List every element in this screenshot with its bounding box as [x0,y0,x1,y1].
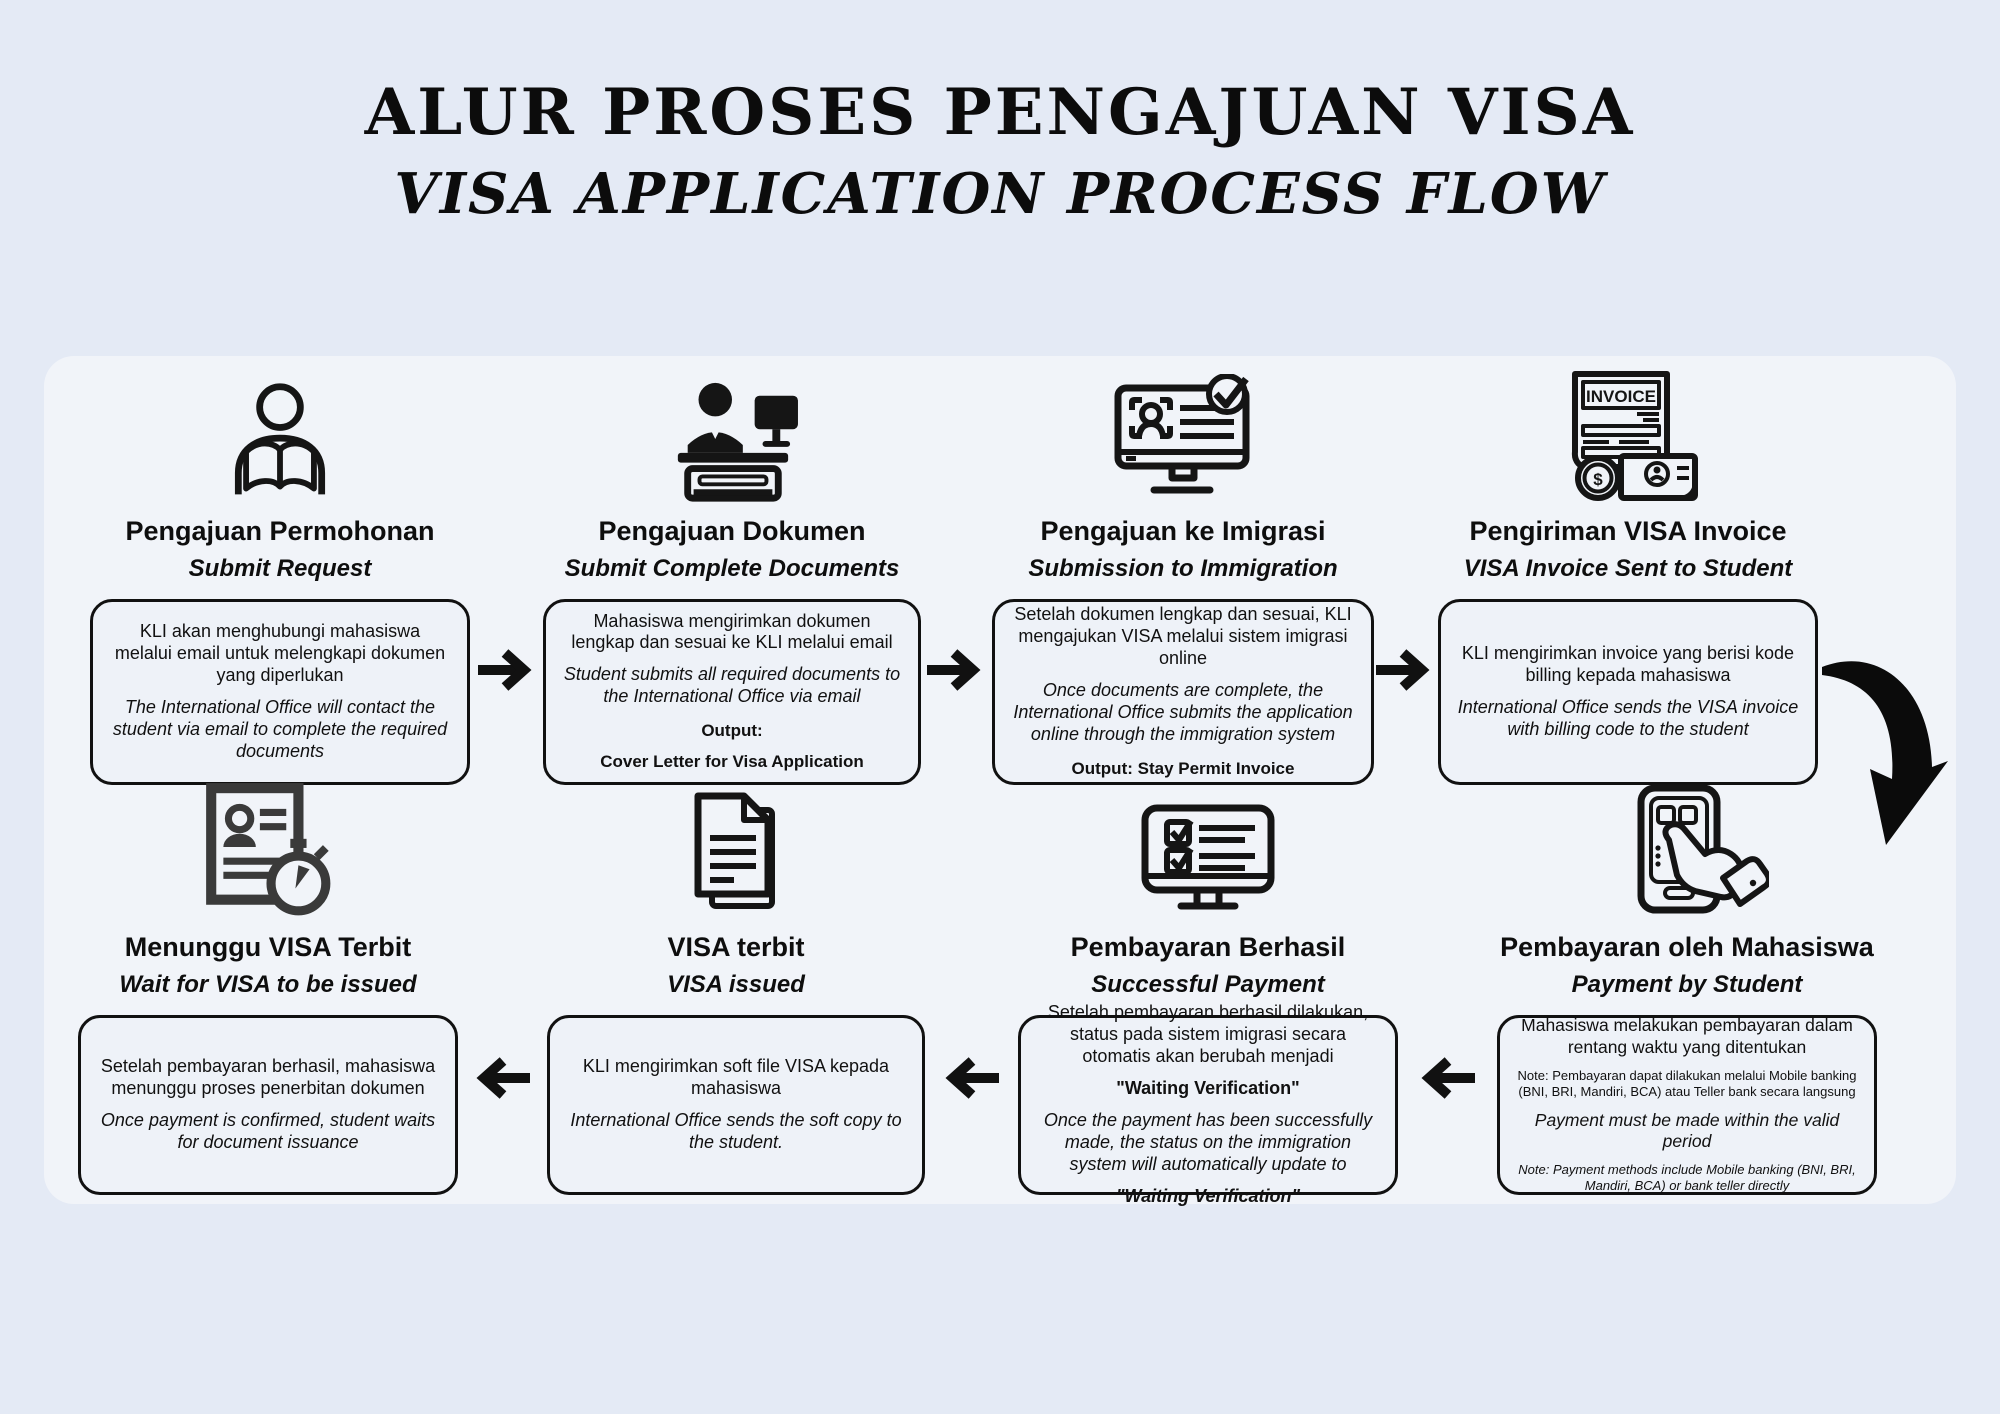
step-description-box [547,1015,925,1195]
step-2-pengajuan-dokumen [543,368,921,785]
step-description-box [90,599,470,785]
description-id: Mahasiswa melakukan pembayaran dalam rentang waktu yang ditentukan [1521,1015,1853,1057]
step-6-pembayaran-berhasil [1018,772,1398,1206]
description-en: Student submits all required documents to the International Office via email [563,664,901,707]
step-description-box [1438,599,1818,785]
description-en: International Office sends the VISA invoice with billing code to the student [1457,696,1799,739]
description-id: KLI mengirimkan soft file VISA kepada mahasiswa [582,1055,890,1098]
note-id: Note: Pembayaran dapat dilakukan melalui Mobile banking (BNI, BRI, Mandiri, BCA) atau Teller bank secara langsung [1517,1067,1857,1099]
output-value: Cover Letter for Visa Application [600,752,864,772]
description-en: Payment must be made within the valid period [1534,1109,1840,1151]
step-title: VISA terbit [667,932,805,962]
step-subtitle: Successful Payment [1091,971,1325,999]
step-subtitle: Submit Request [188,555,372,583]
output-value: Output: Stay Permit Invoice [1071,758,1295,778]
step-title: Pengajuan Permohonan [125,516,435,546]
step-title: Pengajuan Dokumen [598,516,866,546]
step-title: Pengiriman VISA Invoice [1469,516,1787,546]
id-card-monitor-check-icon [992,368,1374,506]
step-title: Menunggu VISA Terbit [124,932,412,962]
page-header [0,75,2000,228]
arrow-left-1 [1417,1056,1477,1105]
step-3-pengajuan-ke-imigrasi [992,368,1374,785]
step-subtitle: VISA issued [667,971,805,999]
step-1-pengajuan-permohonan [90,368,470,785]
description-id-status: "Waiting Verification" [1116,1077,1300,1098]
arrow-curved-down [1820,645,1960,880]
visa-document-icon [547,772,925,922]
step-description-box [1018,1001,1398,1206]
description-id: Setelah pembayaran berhasil, mahasiswa menunggu proses penerbitan dokumen [100,1055,436,1098]
step-title: Pembayaran oleh Mahasiswa [1500,932,1874,962]
description-id: Mahasiswa mengirimkan dokumen lengkap dan sesuai ke KLI melalui email [571,610,893,653]
step-7-visa-terbit [547,772,925,1195]
page-title: ALUR PROSES PENGAJUAN VISA [364,75,1636,150]
step-description-box [992,599,1374,785]
description-id: KLI mengirimkan invoice yang berisi kode billing kepada mahasiswa [1461,642,1795,685]
output-label: Output: [701,721,763,741]
invoice-money-icon [1438,368,1818,506]
step-description-box [543,599,921,785]
step-8-menunggu-visa-terbit [78,772,458,1195]
checklist-monitor-icon [1018,772,1398,922]
description-en: The International Office will contact the student via email to complete the required documents [112,696,448,761]
step-4-pengiriman-visa-invoice [1438,368,1818,785]
receptionist-desk-icon [543,368,921,506]
description-id: KLI akan menghubungi mahasiswa melalui email untuk melengkapi dokumen yang diperlukan [114,620,446,685]
description-id: Setelah pembayaran berhasil dilakukan, status pada sistem imigrasi secara otomatis akan berubah menjadi [1047,1001,1369,1066]
document-stopwatch-icon [78,772,458,922]
arrow-right-3 [1374,648,1434,697]
step-subtitle: Submit Complete Documents [564,555,900,583]
step-subtitle: VISA Invoice Sent to Student [1463,555,1793,583]
step-description-box [78,1015,458,1195]
step-title: Pembayaran Berhasil [1070,932,1346,962]
step-description-box [1497,1015,1877,1195]
arrow-right-2 [925,648,985,697]
description-en: Once payment is confirmed, student waits for document issuance [100,1109,436,1152]
invoice-label: INVOICE [1586,387,1656,406]
step-subtitle: Submission to Immigration [1028,555,1338,583]
description-en: Once documents are complete, the International Office submits the application online through the immigration system [1013,679,1353,744]
description-en-status: "Waiting Verification" [1115,1185,1301,1206]
page-subtitle: VISA APPLICATION PROCESS FLOW [394,161,1606,228]
note-en: Note: Payment methods include Mobile banking (BNI, BRI, Mandiri, BCA) or bank teller directly [1518,1162,1856,1194]
step-subtitle: Payment by Student [1571,971,1803,999]
student-reading-icon [90,368,470,506]
coin-symbol: $ [1593,470,1603,489]
arrow-right-1 [476,648,536,697]
step-subtitle: Wait for VISA to be issued [119,971,417,999]
arrow-left-2 [941,1056,1001,1105]
description-en: Once the payment has been successfully made, the status on the immigration system will automatically update to [1043,1109,1373,1174]
description-en: International Office sends the soft copy to the student. [570,1109,902,1152]
arrow-left-3 [472,1056,532,1105]
step-title: Pengajuan ke Imigrasi [1040,516,1326,546]
description-id: Setelah dokumen lengkap dan sesuai, KLI mengajukan VISA melalui sistem imigrasi online [1014,603,1352,668]
